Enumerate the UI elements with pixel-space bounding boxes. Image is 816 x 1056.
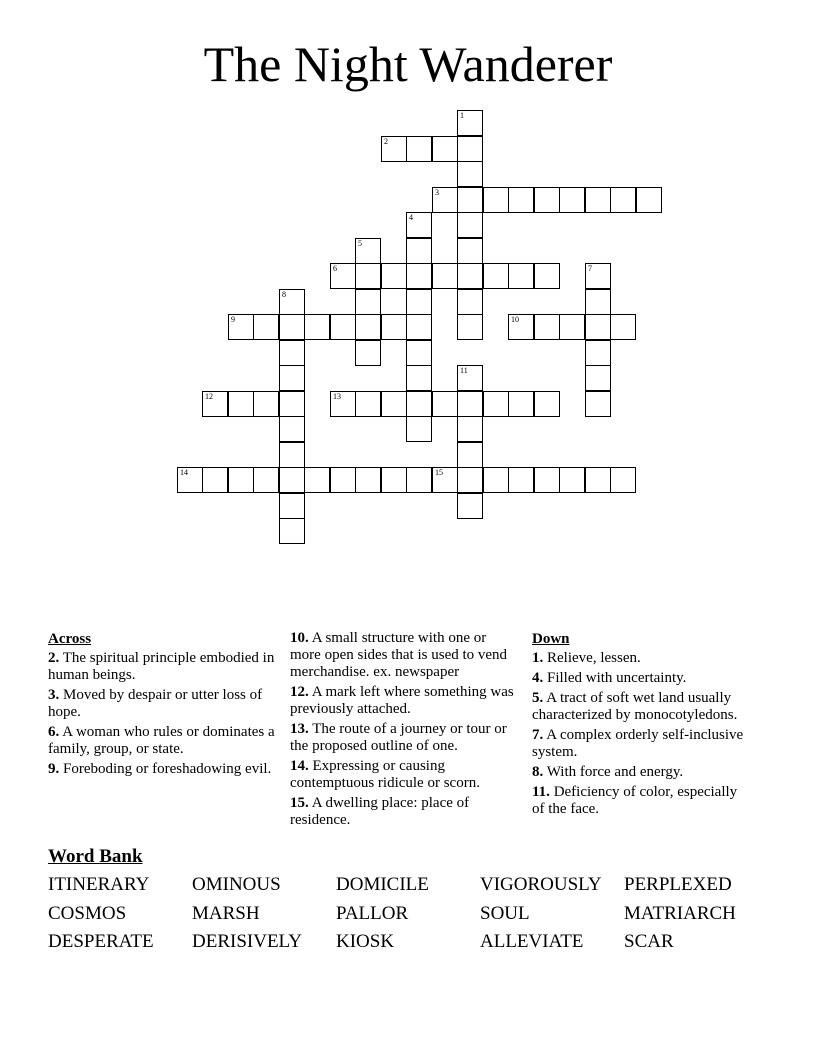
grid-cell[interactable] bbox=[330, 467, 356, 493]
grid-cell[interactable] bbox=[432, 467, 458, 493]
cell-number: 8 bbox=[282, 290, 286, 299]
grid-cell[interactable] bbox=[253, 314, 279, 340]
grid-cell[interactable] bbox=[483, 391, 509, 417]
grid-cell[interactable] bbox=[355, 314, 381, 340]
grid-cell[interactable] bbox=[483, 187, 509, 213]
word-bank-item: MARSH bbox=[192, 903, 260, 924]
grid-cell[interactable] bbox=[279, 314, 305, 340]
grid-cell[interactable] bbox=[508, 187, 534, 213]
grid-cell[interactable] bbox=[508, 263, 534, 289]
grid-cell[interactable] bbox=[355, 467, 381, 493]
grid-cell[interactable] bbox=[381, 136, 407, 162]
grid-cell[interactable] bbox=[406, 340, 432, 366]
grid-cell[interactable] bbox=[457, 416, 483, 442]
grid-cell[interactable] bbox=[457, 391, 483, 417]
grid-cell[interactable] bbox=[279, 365, 305, 391]
grid-cell[interactable] bbox=[585, 263, 611, 289]
grid-cell[interactable] bbox=[457, 263, 483, 289]
cell-number: 10 bbox=[511, 315, 519, 324]
grid-cell[interactable] bbox=[534, 467, 560, 493]
grid-cell[interactable] bbox=[406, 391, 432, 417]
down-heading: Down bbox=[532, 631, 570, 647]
grid-cell[interactable] bbox=[585, 365, 611, 391]
grid-cell[interactable] bbox=[406, 416, 432, 442]
across-heading: Across bbox=[48, 631, 92, 647]
word-bank-item: SCAR bbox=[624, 931, 674, 952]
word-bank-item: ITINERARY bbox=[48, 874, 150, 895]
down-clues-column bbox=[532, 630, 752, 821]
grid-cell[interactable] bbox=[279, 518, 305, 544]
across-clue-12: 12. A mark left where something was previously attached. bbox=[290, 684, 514, 717]
word-bank-item: DESPERATE bbox=[48, 931, 154, 952]
grid-cell[interactable] bbox=[457, 212, 483, 238]
grid-cell[interactable] bbox=[457, 187, 483, 213]
grid-cell[interactable] bbox=[330, 391, 356, 417]
word-bank-item: OMINOUS bbox=[192, 874, 281, 895]
grid-cell[interactable] bbox=[457, 467, 483, 493]
grid-cell[interactable] bbox=[406, 467, 432, 493]
grid-cell[interactable] bbox=[355, 238, 381, 264]
grid-cell[interactable] bbox=[381, 314, 407, 340]
grid-cell[interactable] bbox=[457, 110, 483, 136]
grid-cell[interactable] bbox=[508, 467, 534, 493]
grid-cell[interactable] bbox=[279, 416, 305, 442]
word-bank-item: SOUL bbox=[480, 903, 530, 924]
cell-number: 1 bbox=[460, 111, 464, 120]
word-bank-item: PERPLEXED bbox=[624, 874, 732, 895]
down-clue-8: 8. With force and energy. bbox=[532, 764, 684, 780]
grid-cell[interactable] bbox=[330, 263, 356, 289]
grid-cell[interactable] bbox=[534, 391, 560, 417]
grid-cell[interactable] bbox=[355, 391, 381, 417]
grid-cell[interactable] bbox=[228, 391, 254, 417]
cell-number: 14 bbox=[180, 468, 188, 477]
across-clues-column-2 bbox=[290, 630, 518, 832]
across-clue-2: 2. The spiritual principle embodied in human beings. bbox=[48, 650, 275, 683]
grid-cell[interactable] bbox=[457, 442, 483, 468]
grid-cell[interactable] bbox=[406, 238, 432, 264]
grid-cell[interactable] bbox=[432, 187, 458, 213]
grid-cell[interactable] bbox=[432, 263, 458, 289]
cell-number: 4 bbox=[409, 213, 413, 222]
grid-cell[interactable] bbox=[585, 467, 611, 493]
word-bank-item: VIGOROUSLY bbox=[480, 874, 602, 895]
grid-cell[interactable] bbox=[381, 263, 407, 289]
grid-cell[interactable] bbox=[279, 289, 305, 315]
cell-number: 15 bbox=[435, 468, 443, 477]
grid-cell[interactable] bbox=[585, 314, 611, 340]
grid-cell[interactable] bbox=[585, 187, 611, 213]
grid-cell[interactable] bbox=[585, 391, 611, 417]
grid-cell[interactable] bbox=[253, 391, 279, 417]
across-clue-14: 14. Expressing or causing contemptuous ridicule or scorn. bbox=[290, 758, 480, 791]
grid-cell[interactable] bbox=[228, 467, 254, 493]
grid-cell[interactable] bbox=[534, 187, 560, 213]
grid-cell[interactable] bbox=[483, 263, 509, 289]
down-clue-11: 11. Deficiency of color, especially of the face. bbox=[532, 784, 738, 817]
word-bank-item: DERISIVELY bbox=[192, 931, 302, 952]
grid-cell[interactable] bbox=[330, 314, 356, 340]
grid-cell[interactable] bbox=[279, 493, 305, 519]
grid-cell[interactable] bbox=[406, 263, 432, 289]
grid-cell[interactable] bbox=[457, 136, 483, 162]
word-bank-item: COSMOS bbox=[48, 903, 127, 924]
grid-cell[interactable] bbox=[177, 467, 203, 493]
grid-cell[interactable] bbox=[432, 136, 458, 162]
grid-cell[interactable] bbox=[457, 493, 483, 519]
grid-cell[interactable] bbox=[355, 340, 381, 366]
across-clue-3: 3. Moved by despair or utter loss of hope. bbox=[48, 687, 263, 720]
grid-cell[interactable] bbox=[457, 161, 483, 187]
grid-cell[interactable] bbox=[483, 467, 509, 493]
cell-number: 11 bbox=[460, 366, 468, 375]
cell-number: 12 bbox=[205, 392, 213, 401]
grid-cell[interactable] bbox=[610, 467, 636, 493]
grid-cell[interactable] bbox=[406, 289, 432, 315]
grid-cell[interactable] bbox=[457, 314, 483, 340]
word-bank-item: ALLEVIATE bbox=[480, 931, 584, 952]
across-clues-column-1 bbox=[48, 630, 276, 781]
across-clue-15: 15. A dwelling place: place of residence. bbox=[290, 795, 470, 828]
grid-cell[interactable] bbox=[534, 263, 560, 289]
grid-cell[interactable] bbox=[304, 314, 330, 340]
grid-cell[interactable] bbox=[228, 314, 254, 340]
grid-cell[interactable] bbox=[406, 314, 432, 340]
grid-cell[interactable] bbox=[406, 365, 432, 391]
grid-cell[interactable] bbox=[457, 365, 483, 391]
grid-cell[interactable] bbox=[636, 187, 662, 213]
down-clue-1: 1. Relieve, lessen. bbox=[532, 650, 641, 666]
grid-cell[interactable] bbox=[457, 238, 483, 264]
grid-cell[interactable] bbox=[381, 467, 407, 493]
grid-cell[interactable] bbox=[457, 289, 483, 315]
grid-cell[interactable] bbox=[508, 391, 534, 417]
cell-number: 9 bbox=[231, 315, 235, 324]
grid-cell[interactable] bbox=[585, 340, 611, 366]
cell-number: 2 bbox=[384, 137, 388, 146]
grid-cell[interactable] bbox=[304, 467, 330, 493]
down-clue-5: 5. A tract of soft wet land usually characterized by monocotyledons. bbox=[532, 690, 738, 723]
word-bank-item: PALLOR bbox=[336, 903, 409, 924]
word-bank-item: KIOSK bbox=[336, 931, 395, 952]
grid-cell[interactable] bbox=[559, 314, 585, 340]
puzzle-title: The Night Wanderer bbox=[203, 36, 613, 92]
word-bank-title: Word Bank bbox=[48, 846, 143, 867]
grid-cell[interactable] bbox=[355, 263, 381, 289]
grid-cell[interactable] bbox=[202, 391, 228, 417]
grid-cell[interactable] bbox=[559, 187, 585, 213]
word-bank-item: DOMICILE bbox=[336, 874, 429, 895]
grid-cell[interactable] bbox=[202, 467, 228, 493]
grid-cell[interactable] bbox=[534, 314, 560, 340]
across-clue-9: 9. Foreboding or foreshadowing evil. bbox=[48, 761, 272, 777]
grid-cell[interactable] bbox=[610, 187, 636, 213]
down-clue-7: 7. A complex orderly self-inclusive system. bbox=[532, 727, 744, 760]
grid-cell[interactable] bbox=[355, 289, 381, 315]
grid-cell[interactable] bbox=[585, 289, 611, 315]
grid-cell[interactable] bbox=[279, 467, 305, 493]
grid-cell[interactable] bbox=[432, 391, 458, 417]
grid-cell[interactable] bbox=[253, 467, 279, 493]
cell-number: 7 bbox=[588, 264, 592, 273]
word-bank-item: MATRIARCH bbox=[624, 903, 736, 924]
across-clue-10: 10. A small structure with one or more open sides that is used to vend merchandise. ex. newspaper bbox=[290, 630, 508, 680]
grid-cell[interactable] bbox=[279, 340, 305, 366]
across-clue-6: 6. A woman who rules or dominates a family, group, or state. bbox=[48, 724, 275, 757]
cell-number: 13 bbox=[333, 392, 341, 401]
grid-cell[interactable] bbox=[406, 136, 432, 162]
grid-cell[interactable] bbox=[610, 314, 636, 340]
grid-cell[interactable] bbox=[279, 391, 305, 417]
cell-number: 3 bbox=[435, 188, 439, 197]
grid-cell[interactable] bbox=[406, 212, 432, 238]
grid-cell[interactable] bbox=[381, 391, 407, 417]
grid-cell[interactable] bbox=[508, 314, 534, 340]
down-clue-4: 4. Filled with uncertainty. bbox=[532, 670, 687, 686]
across-clue-13: 13. The route of a journey or tour or the proposed outline of one. bbox=[290, 721, 507, 754]
grid-cell[interactable] bbox=[279, 442, 305, 468]
cell-number: 5 bbox=[358, 239, 362, 248]
grid-cell[interactable] bbox=[559, 467, 585, 493]
cell-number: 6 bbox=[333, 264, 337, 273]
